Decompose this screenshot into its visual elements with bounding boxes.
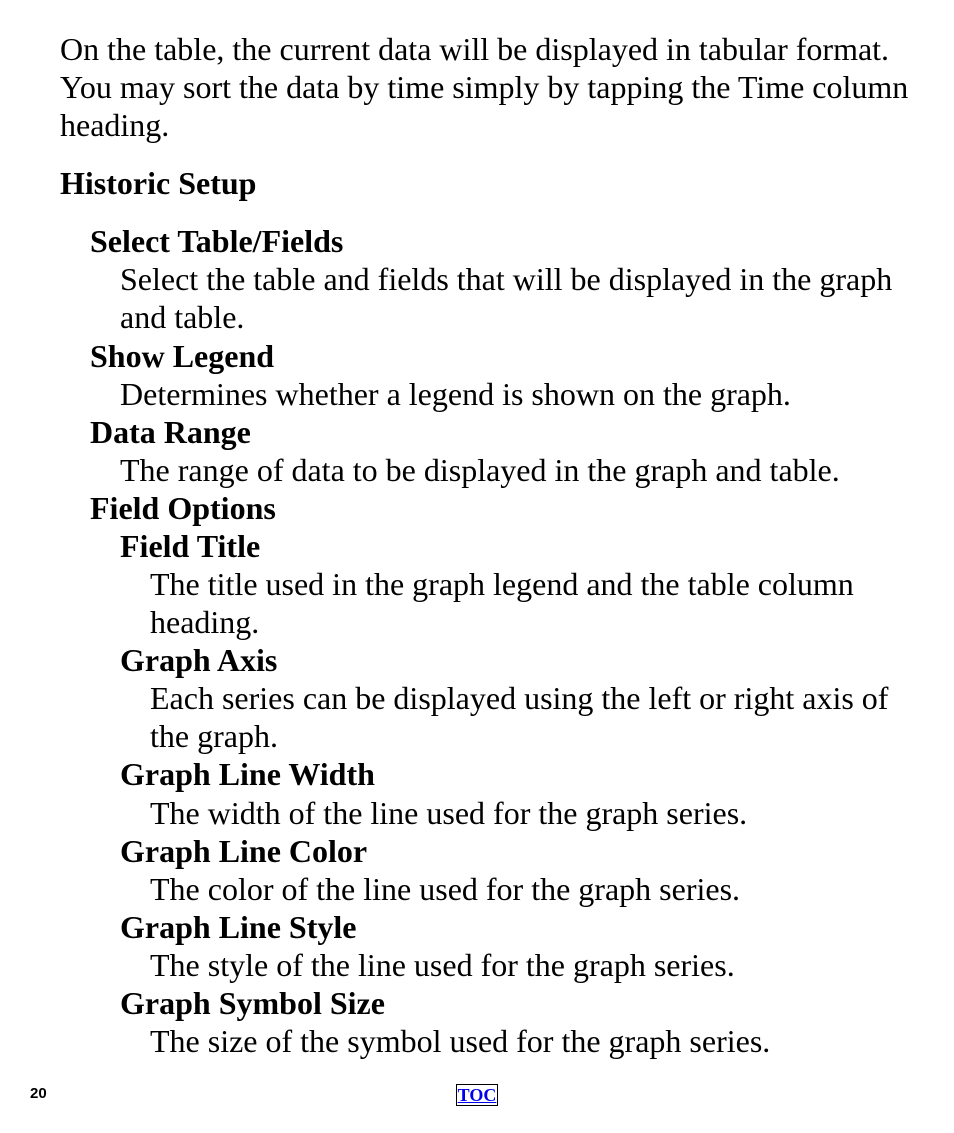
toc-link[interactable]: TOC (457, 1085, 497, 1105)
term-data-range: Data Range (90, 414, 251, 450)
section-heading: Historic Setup (60, 165, 257, 201)
desc-select-table-fields: Select the table and fields that will be displayed in the graph and table. (120, 261, 893, 335)
term-select-table-fields: Select Table/Fields (90, 223, 344, 259)
term-graph-line-style: Graph Line Style (120, 909, 357, 945)
term-field-title: Field Title (120, 528, 261, 564)
desc-graph-line-color: The color of the line used for the graph series. (150, 871, 741, 907)
term-graph-symbol-size: Graph Symbol Size (120, 985, 385, 1021)
intro-paragraph: On the table, the current data will be displayed in tabular format. You may sort the data by time simply by tapping the Time column heading. (60, 31, 909, 143)
desc-field-title: The title used in the graph legend and the table column heading. (150, 566, 854, 640)
term-graph-line-width: Graph Line Width (120, 756, 375, 792)
desc-graph-axis: Each series can be displayed using the left or right axis of the graph. (150, 680, 889, 754)
desc-data-range: The range of data to be displayed in the graph and table. (120, 452, 840, 488)
term-field-options: Field Options (90, 490, 276, 526)
desc-graph-line-style: The style of the line used for the graph series. (150, 947, 735, 983)
term-show-legend: Show Legend (90, 338, 275, 374)
desc-graph-symbol-size: The size of the symbol used for the graph series. (150, 1023, 771, 1059)
term-graph-line-color: Graph Line Color (120, 833, 368, 869)
term-graph-axis: Graph Axis (120, 642, 278, 678)
desc-graph-line-width: The width of the line used for the graph series. (150, 795, 748, 831)
page-number: 20 (30, 1085, 47, 1102)
desc-show-legend: Determines whether a legend is shown on the graph. (120, 376, 791, 412)
